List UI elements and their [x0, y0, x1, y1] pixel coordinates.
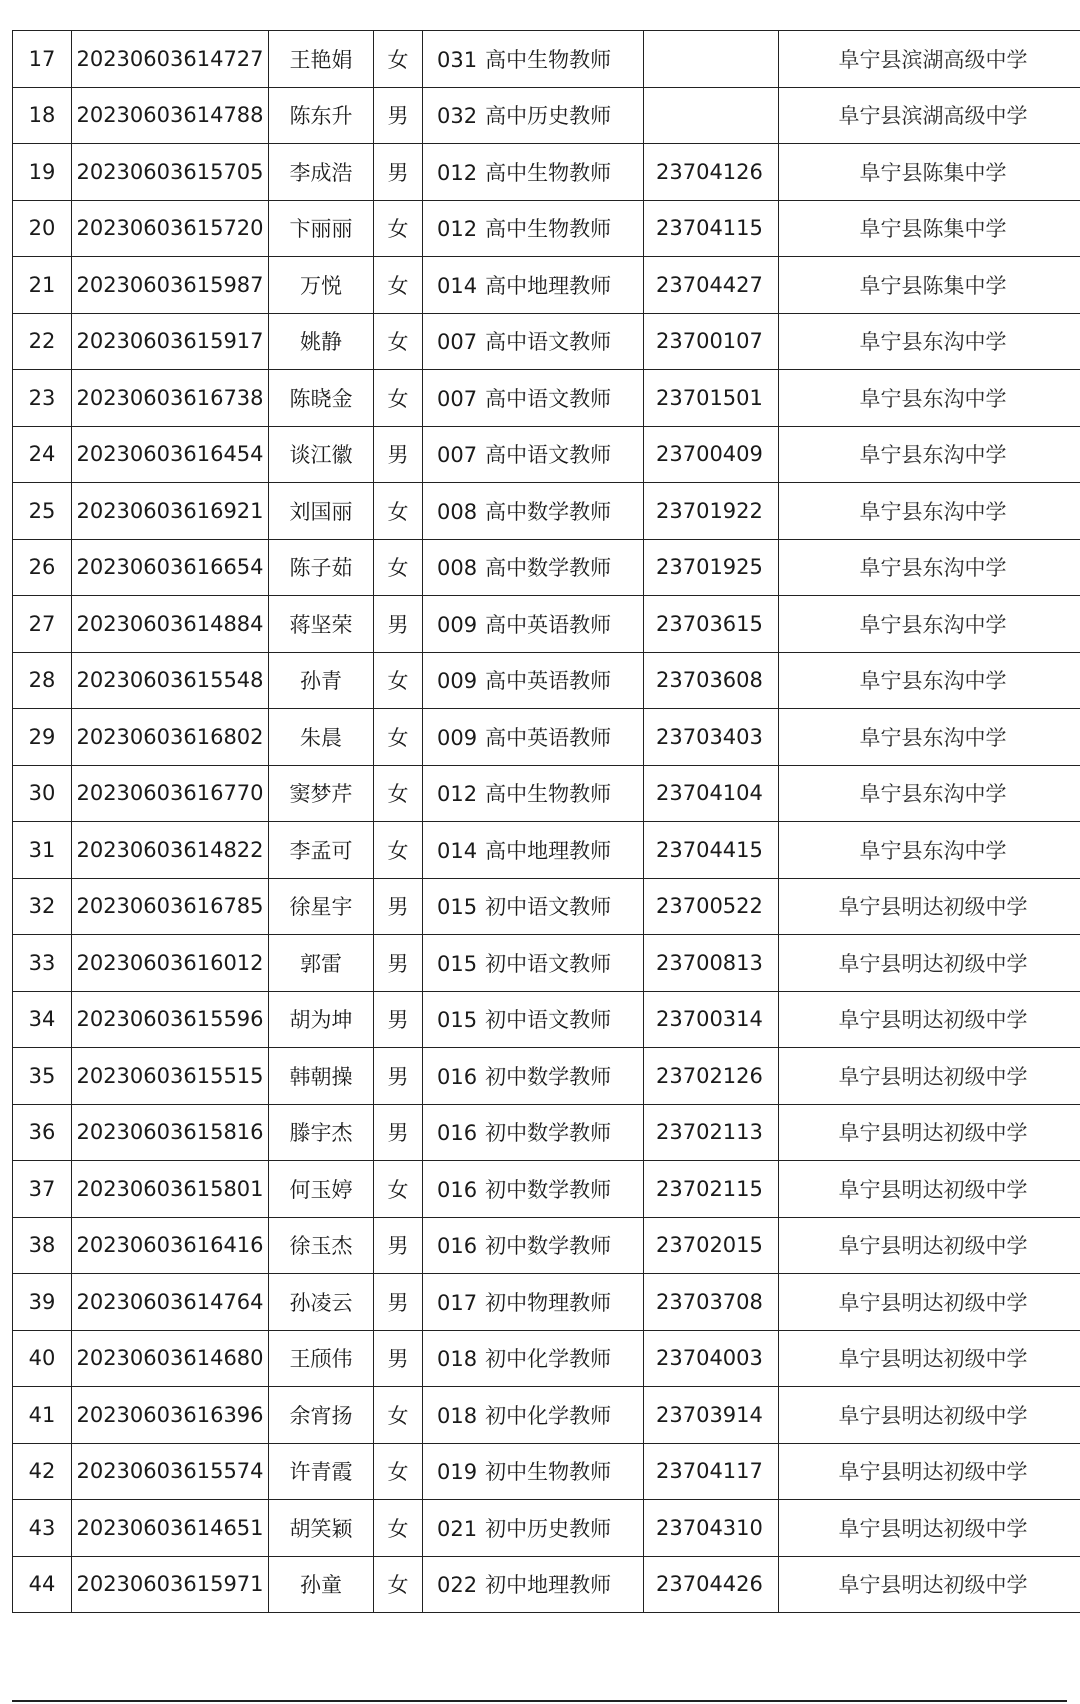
school-cell: 阜宁县东沟中学	[779, 596, 1080, 653]
certificate-number-cell: 23704426	[644, 1556, 779, 1613]
post-code: 014	[437, 838, 478, 863]
sex-cell: 女	[374, 31, 423, 88]
candidate-name-cell: 谈江徽	[269, 426, 374, 483]
post-name: 初中数学教师	[485, 1121, 612, 1146]
exam-number-cell: 20230603614822	[72, 822, 269, 879]
exam-number-cell: 20230603614680	[72, 1330, 269, 1387]
post-code: 009	[437, 725, 478, 750]
school-cell: 阜宁县明达初级中学	[779, 1443, 1080, 1500]
certificate-number-cell: 23703608	[644, 652, 779, 709]
exam-number-cell: 20230603615596	[72, 991, 269, 1048]
post-cell	[423, 1443, 644, 1500]
table-row	[13, 426, 1080, 483]
certificate-number-cell: 23704310	[644, 1500, 779, 1557]
sex-cell: 女	[374, 539, 423, 596]
post-name: 高中数学教师	[485, 556, 612, 581]
post-name: 初中化学教师	[485, 1347, 612, 1372]
post-cell	[423, 1556, 644, 1613]
table-row	[13, 1443, 1080, 1500]
exam-number-cell: 20230603616921	[72, 483, 269, 540]
sex-cell: 男	[374, 87, 423, 144]
school-cell: 阜宁县滨湖高级中学	[779, 87, 1080, 144]
post-cell	[423, 1217, 644, 1274]
post-code: 012	[437, 160, 478, 185]
exam-number-cell: 20230603615816	[72, 1104, 269, 1161]
certificate-number-cell: 23702126	[644, 1048, 779, 1105]
certificate-number-cell	[644, 87, 779, 144]
post-cell	[423, 709, 644, 766]
sex-cell: 女	[374, 483, 423, 540]
post-name: 高中语文教师	[485, 386, 612, 411]
sex-cell: 男	[374, 596, 423, 653]
bottom-rule	[12, 1700, 1067, 1702]
school-cell: 阜宁县明达初级中学	[779, 1387, 1080, 1444]
candidate-name-cell: 许青霞	[269, 1443, 374, 1500]
seq-cell: 43	[13, 1500, 72, 1557]
table-row	[13, 1274, 1080, 1331]
candidate-name-cell: 王艳娟	[269, 31, 374, 88]
sex-cell: 男	[374, 1104, 423, 1161]
post-name: 高中英语教师	[485, 669, 612, 694]
post-code: 007	[437, 330, 478, 355]
post-cell	[423, 1500, 644, 1557]
seq-cell: 38	[13, 1217, 72, 1274]
exam-number-cell: 20230603615548	[72, 652, 269, 709]
school-cell: 阜宁县明达初级中学	[779, 1556, 1080, 1613]
post-cell	[423, 539, 644, 596]
candidate-name-cell: 李成浩	[269, 144, 374, 201]
seq-cell: 40	[13, 1330, 72, 1387]
candidate-name-cell: 王颀伟	[269, 1330, 374, 1387]
school-cell: 阜宁县明达初级中学	[779, 878, 1080, 935]
candidate-name-cell: 滕宇杰	[269, 1104, 374, 1161]
seq-cell: 32	[13, 878, 72, 935]
certificate-number-cell: 23701501	[644, 370, 779, 427]
exam-number-cell: 20230603616770	[72, 765, 269, 822]
post-name: 高中地理教师	[485, 838, 612, 863]
post-cell	[423, 144, 644, 201]
post-name: 初中数学教师	[485, 1064, 612, 1089]
post-cell	[423, 596, 644, 653]
sex-cell: 女	[374, 822, 423, 879]
table-row	[13, 596, 1080, 653]
post-code: 007	[437, 443, 478, 468]
seq-cell: 19	[13, 144, 72, 201]
candidate-table	[12, 30, 1080, 1613]
candidate-name-cell: 姚静	[269, 313, 374, 370]
post-cell	[423, 935, 644, 992]
candidate-name-cell: 陈东升	[269, 87, 374, 144]
sex-cell: 女	[374, 1387, 423, 1444]
sex-cell: 女	[374, 313, 423, 370]
school-cell: 阜宁县明达初级中学	[779, 1104, 1080, 1161]
table-row	[13, 483, 1080, 540]
certificate-number-cell: 23700813	[644, 935, 779, 992]
exam-number-cell: 20230603616416	[72, 1217, 269, 1274]
school-cell: 阜宁县明达初级中学	[779, 1500, 1080, 1557]
table-row	[13, 1161, 1080, 1218]
post-name: 高中英语教师	[485, 612, 612, 637]
certificate-number-cell: 23700107	[644, 313, 779, 370]
post-cell	[423, 765, 644, 822]
post-cell	[423, 1161, 644, 1218]
post-cell	[423, 1330, 644, 1387]
candidate-name-cell: 陈晓金	[269, 370, 374, 427]
sex-cell: 女	[374, 370, 423, 427]
school-cell: 阜宁县东沟中学	[779, 426, 1080, 483]
certificate-number-cell: 23702113	[644, 1104, 779, 1161]
post-cell	[423, 370, 644, 427]
candidate-name-cell: 蒋坚荣	[269, 596, 374, 653]
post-name: 初中物理教师	[485, 1290, 612, 1315]
post-name: 高中历史教师	[485, 104, 612, 129]
seq-cell: 27	[13, 596, 72, 653]
post-code: 007	[437, 386, 478, 411]
certificate-number-cell: 23700314	[644, 991, 779, 1048]
candidate-name-cell: 朱晨	[269, 709, 374, 766]
post-cell	[423, 31, 644, 88]
sex-cell: 男	[374, 144, 423, 201]
post-code: 009	[437, 612, 478, 637]
post-name: 初中生物教师	[485, 1460, 612, 1485]
table-row	[13, 257, 1080, 314]
seq-cell: 18	[13, 87, 72, 144]
sex-cell: 女	[374, 1443, 423, 1500]
exam-number-cell: 20230603614884	[72, 596, 269, 653]
candidate-name-cell: 卞丽丽	[269, 200, 374, 257]
seq-cell: 41	[13, 1387, 72, 1444]
school-cell: 阜宁县陈集中学	[779, 144, 1080, 201]
post-cell	[423, 1387, 644, 1444]
school-cell: 阜宁县明达初级中学	[779, 991, 1080, 1048]
exam-number-cell: 20230603615971	[72, 1556, 269, 1613]
table-row	[13, 709, 1080, 766]
school-cell: 阜宁县明达初级中学	[779, 935, 1080, 992]
post-code: 016	[437, 1234, 478, 1259]
exam-number-cell: 20230603615705	[72, 144, 269, 201]
table-row	[13, 313, 1080, 370]
post-code: 014	[437, 273, 478, 298]
school-cell: 阜宁县明达初级中学	[779, 1330, 1080, 1387]
seq-cell: 21	[13, 257, 72, 314]
seq-cell: 44	[13, 1556, 72, 1613]
post-code: 015	[437, 1008, 478, 1033]
certificate-number-cell: 23702115	[644, 1161, 779, 1218]
post-name: 初中数学教师	[485, 1177, 612, 1202]
post-cell	[423, 652, 644, 709]
certificate-number-cell: 23700409	[644, 426, 779, 483]
candidate-name-cell: 孙童	[269, 1556, 374, 1613]
candidate-name-cell: 刘国丽	[269, 483, 374, 540]
roster-sheet	[12, 30, 1080, 1613]
school-cell: 阜宁县东沟中学	[779, 652, 1080, 709]
seq-cell: 22	[13, 313, 72, 370]
sex-cell: 男	[374, 426, 423, 483]
sex-cell: 女	[374, 1161, 423, 1218]
table-row	[13, 200, 1080, 257]
post-code: 021	[437, 1516, 478, 1541]
school-cell: 阜宁县东沟中学	[779, 765, 1080, 822]
post-code: 032	[437, 104, 478, 129]
post-code: 015	[437, 895, 478, 920]
post-code: 016	[437, 1064, 478, 1089]
seq-cell: 25	[13, 483, 72, 540]
candidate-name-cell: 韩朝操	[269, 1048, 374, 1105]
table-row	[13, 991, 1080, 1048]
seq-cell: 33	[13, 935, 72, 992]
exam-number-cell: 20230603616785	[72, 878, 269, 935]
sex-cell: 女	[374, 709, 423, 766]
post-code: 016	[437, 1177, 478, 1202]
post-name: 高中语文教师	[485, 443, 612, 468]
exam-number-cell: 20230603615574	[72, 1443, 269, 1500]
table-row	[13, 1500, 1080, 1557]
table-row	[13, 935, 1080, 992]
exam-number-cell: 20230603616012	[72, 935, 269, 992]
school-cell: 阜宁县滨湖高级中学	[779, 31, 1080, 88]
school-cell: 阜宁县明达初级中学	[779, 1274, 1080, 1331]
post-name: 初中数学教师	[485, 1234, 612, 1259]
exam-number-cell: 20230603615987	[72, 257, 269, 314]
candidate-name-cell: 孙青	[269, 652, 374, 709]
post-cell	[423, 1048, 644, 1105]
post-name: 初中化学教师	[485, 1403, 612, 1428]
table-row	[13, 1330, 1080, 1387]
post-cell	[423, 257, 644, 314]
post-name: 高中生物教师	[485, 160, 612, 185]
post-name: 初中语文教师	[485, 951, 612, 976]
school-cell: 阜宁县陈集中学	[779, 257, 1080, 314]
certificate-number-cell: 23704117	[644, 1443, 779, 1500]
table-row	[13, 822, 1080, 879]
school-cell: 阜宁县东沟中学	[779, 539, 1080, 596]
certificate-number-cell: 23704003	[644, 1330, 779, 1387]
seq-cell: 37	[13, 1161, 72, 1218]
post-name: 高中英语教师	[485, 725, 612, 750]
sex-cell: 男	[374, 1217, 423, 1274]
certificate-number-cell: 23703403	[644, 709, 779, 766]
post-name: 高中语文教师	[485, 330, 612, 355]
candidate-name-cell: 陈子茹	[269, 539, 374, 596]
sex-cell: 女	[374, 652, 423, 709]
candidate-name-cell: 郭雷	[269, 935, 374, 992]
post-code: 018	[437, 1347, 478, 1372]
post-cell	[423, 313, 644, 370]
post-name: 高中生物教师	[485, 217, 612, 242]
seq-cell: 20	[13, 200, 72, 257]
post-code: 016	[437, 1121, 478, 1146]
candidate-name-cell: 窦梦芹	[269, 765, 374, 822]
post-code: 019	[437, 1460, 478, 1485]
certificate-number-cell: 23704126	[644, 144, 779, 201]
post-code: 017	[437, 1290, 478, 1315]
post-code: 031	[437, 47, 478, 72]
post-code: 018	[437, 1403, 478, 1428]
seq-cell: 28	[13, 652, 72, 709]
exam-number-cell: 20230603616802	[72, 709, 269, 766]
post-code: 012	[437, 782, 478, 807]
candidate-name-cell: 李孟可	[269, 822, 374, 879]
sex-cell: 女	[374, 200, 423, 257]
candidate-table-body	[13, 31, 1080, 1613]
seq-cell: 23	[13, 370, 72, 427]
seq-cell: 35	[13, 1048, 72, 1105]
post-cell	[423, 426, 644, 483]
certificate-number-cell: 23704427	[644, 257, 779, 314]
table-row	[13, 370, 1080, 427]
exam-number-cell: 20230603616454	[72, 426, 269, 483]
post-name: 初中地理教师	[485, 1573, 612, 1598]
candidate-name-cell: 胡笑颖	[269, 1500, 374, 1557]
table-row	[13, 652, 1080, 709]
exam-number-cell: 20230603615917	[72, 313, 269, 370]
post-cell	[423, 87, 644, 144]
certificate-number-cell: 23703615	[644, 596, 779, 653]
sex-cell: 女	[374, 765, 423, 822]
post-code: 009	[437, 669, 478, 694]
post-name: 高中数学教师	[485, 499, 612, 524]
exam-number-cell: 20230603615720	[72, 200, 269, 257]
exam-number-cell: 20230603615515	[72, 1048, 269, 1105]
post-name: 初中语文教师	[485, 1008, 612, 1033]
exam-number-cell: 20230603614727	[72, 31, 269, 88]
sex-cell: 男	[374, 1274, 423, 1331]
school-cell: 阜宁县东沟中学	[779, 313, 1080, 370]
seq-cell: 39	[13, 1274, 72, 1331]
post-cell	[423, 991, 644, 1048]
post-name: 初中历史教师	[485, 1516, 612, 1541]
seq-cell: 17	[13, 31, 72, 88]
table-row	[13, 878, 1080, 935]
certificate-number-cell: 23701922	[644, 483, 779, 540]
post-cell	[423, 1104, 644, 1161]
table-row	[13, 765, 1080, 822]
sex-cell: 女	[374, 257, 423, 314]
table-row	[13, 1556, 1080, 1613]
seq-cell: 42	[13, 1443, 72, 1500]
exam-number-cell: 20230603615801	[72, 1161, 269, 1218]
certificate-number-cell: 23702015	[644, 1217, 779, 1274]
candidate-name-cell: 万悦	[269, 257, 374, 314]
certificate-number-cell: 23703708	[644, 1274, 779, 1331]
table-row	[13, 1387, 1080, 1444]
post-name: 初中语文教师	[485, 895, 612, 920]
candidate-name-cell: 胡为坤	[269, 991, 374, 1048]
certificate-number-cell: 23703914	[644, 1387, 779, 1444]
seq-cell: 24	[13, 426, 72, 483]
seq-cell: 26	[13, 539, 72, 596]
post-code: 022	[437, 1573, 478, 1598]
sex-cell: 男	[374, 1330, 423, 1387]
exam-number-cell: 20230603616396	[72, 1387, 269, 1444]
sex-cell: 男	[374, 878, 423, 935]
post-cell	[423, 1274, 644, 1331]
exam-number-cell: 20230603616654	[72, 539, 269, 596]
school-cell: 阜宁县明达初级中学	[779, 1217, 1080, 1274]
seq-cell: 30	[13, 765, 72, 822]
table-row	[13, 1048, 1080, 1105]
sex-cell: 男	[374, 935, 423, 992]
candidate-name-cell: 徐玉杰	[269, 1217, 374, 1274]
post-code: 015	[437, 951, 478, 976]
table-row	[13, 539, 1080, 596]
certificate-number-cell: 23704104	[644, 765, 779, 822]
post-code: 012	[437, 217, 478, 242]
candidate-name-cell: 何玉婷	[269, 1161, 374, 1218]
seq-cell: 31	[13, 822, 72, 879]
table-row	[13, 1217, 1080, 1274]
school-cell: 阜宁县东沟中学	[779, 822, 1080, 879]
post-name: 高中生物教师	[485, 47, 612, 72]
certificate-number-cell: 23704415	[644, 822, 779, 879]
sex-cell: 男	[374, 991, 423, 1048]
school-cell: 阜宁县明达初级中学	[779, 1048, 1080, 1105]
post-code: 008	[437, 499, 478, 524]
seq-cell: 34	[13, 991, 72, 1048]
exam-number-cell: 20230603614651	[72, 1500, 269, 1557]
exam-number-cell: 20230603616738	[72, 370, 269, 427]
exam-number-cell: 20230603614764	[72, 1274, 269, 1331]
candidate-name-cell: 孙凌云	[269, 1274, 374, 1331]
seq-cell: 36	[13, 1104, 72, 1161]
post-cell	[423, 878, 644, 935]
sex-cell: 男	[374, 1048, 423, 1105]
post-name: 高中生物教师	[485, 782, 612, 807]
table-row	[13, 87, 1080, 144]
certificate-number-cell: 23700522	[644, 878, 779, 935]
certificate-number-cell: 23701925	[644, 539, 779, 596]
school-cell: 阜宁县明达初级中学	[779, 1161, 1080, 1218]
school-cell: 阜宁县东沟中学	[779, 370, 1080, 427]
sex-cell: 女	[374, 1500, 423, 1557]
certificate-number-cell	[644, 31, 779, 88]
post-name: 高中地理教师	[485, 273, 612, 298]
post-cell	[423, 483, 644, 540]
certificate-number-cell: 23704115	[644, 200, 779, 257]
table-row	[13, 1104, 1080, 1161]
candidate-name-cell: 余宵扬	[269, 1387, 374, 1444]
table-row	[13, 31, 1080, 88]
school-cell: 阜宁县陈集中学	[779, 200, 1080, 257]
seq-cell: 29	[13, 709, 72, 766]
candidate-name-cell: 徐星宇	[269, 878, 374, 935]
sex-cell: 女	[374, 1556, 423, 1613]
post-cell	[423, 822, 644, 879]
table-row	[13, 144, 1080, 201]
exam-number-cell: 20230603614788	[72, 87, 269, 144]
school-cell: 阜宁县东沟中学	[779, 709, 1080, 766]
school-cell: 阜宁县东沟中学	[779, 483, 1080, 540]
post-cell	[423, 200, 644, 257]
post-code: 008	[437, 556, 478, 581]
